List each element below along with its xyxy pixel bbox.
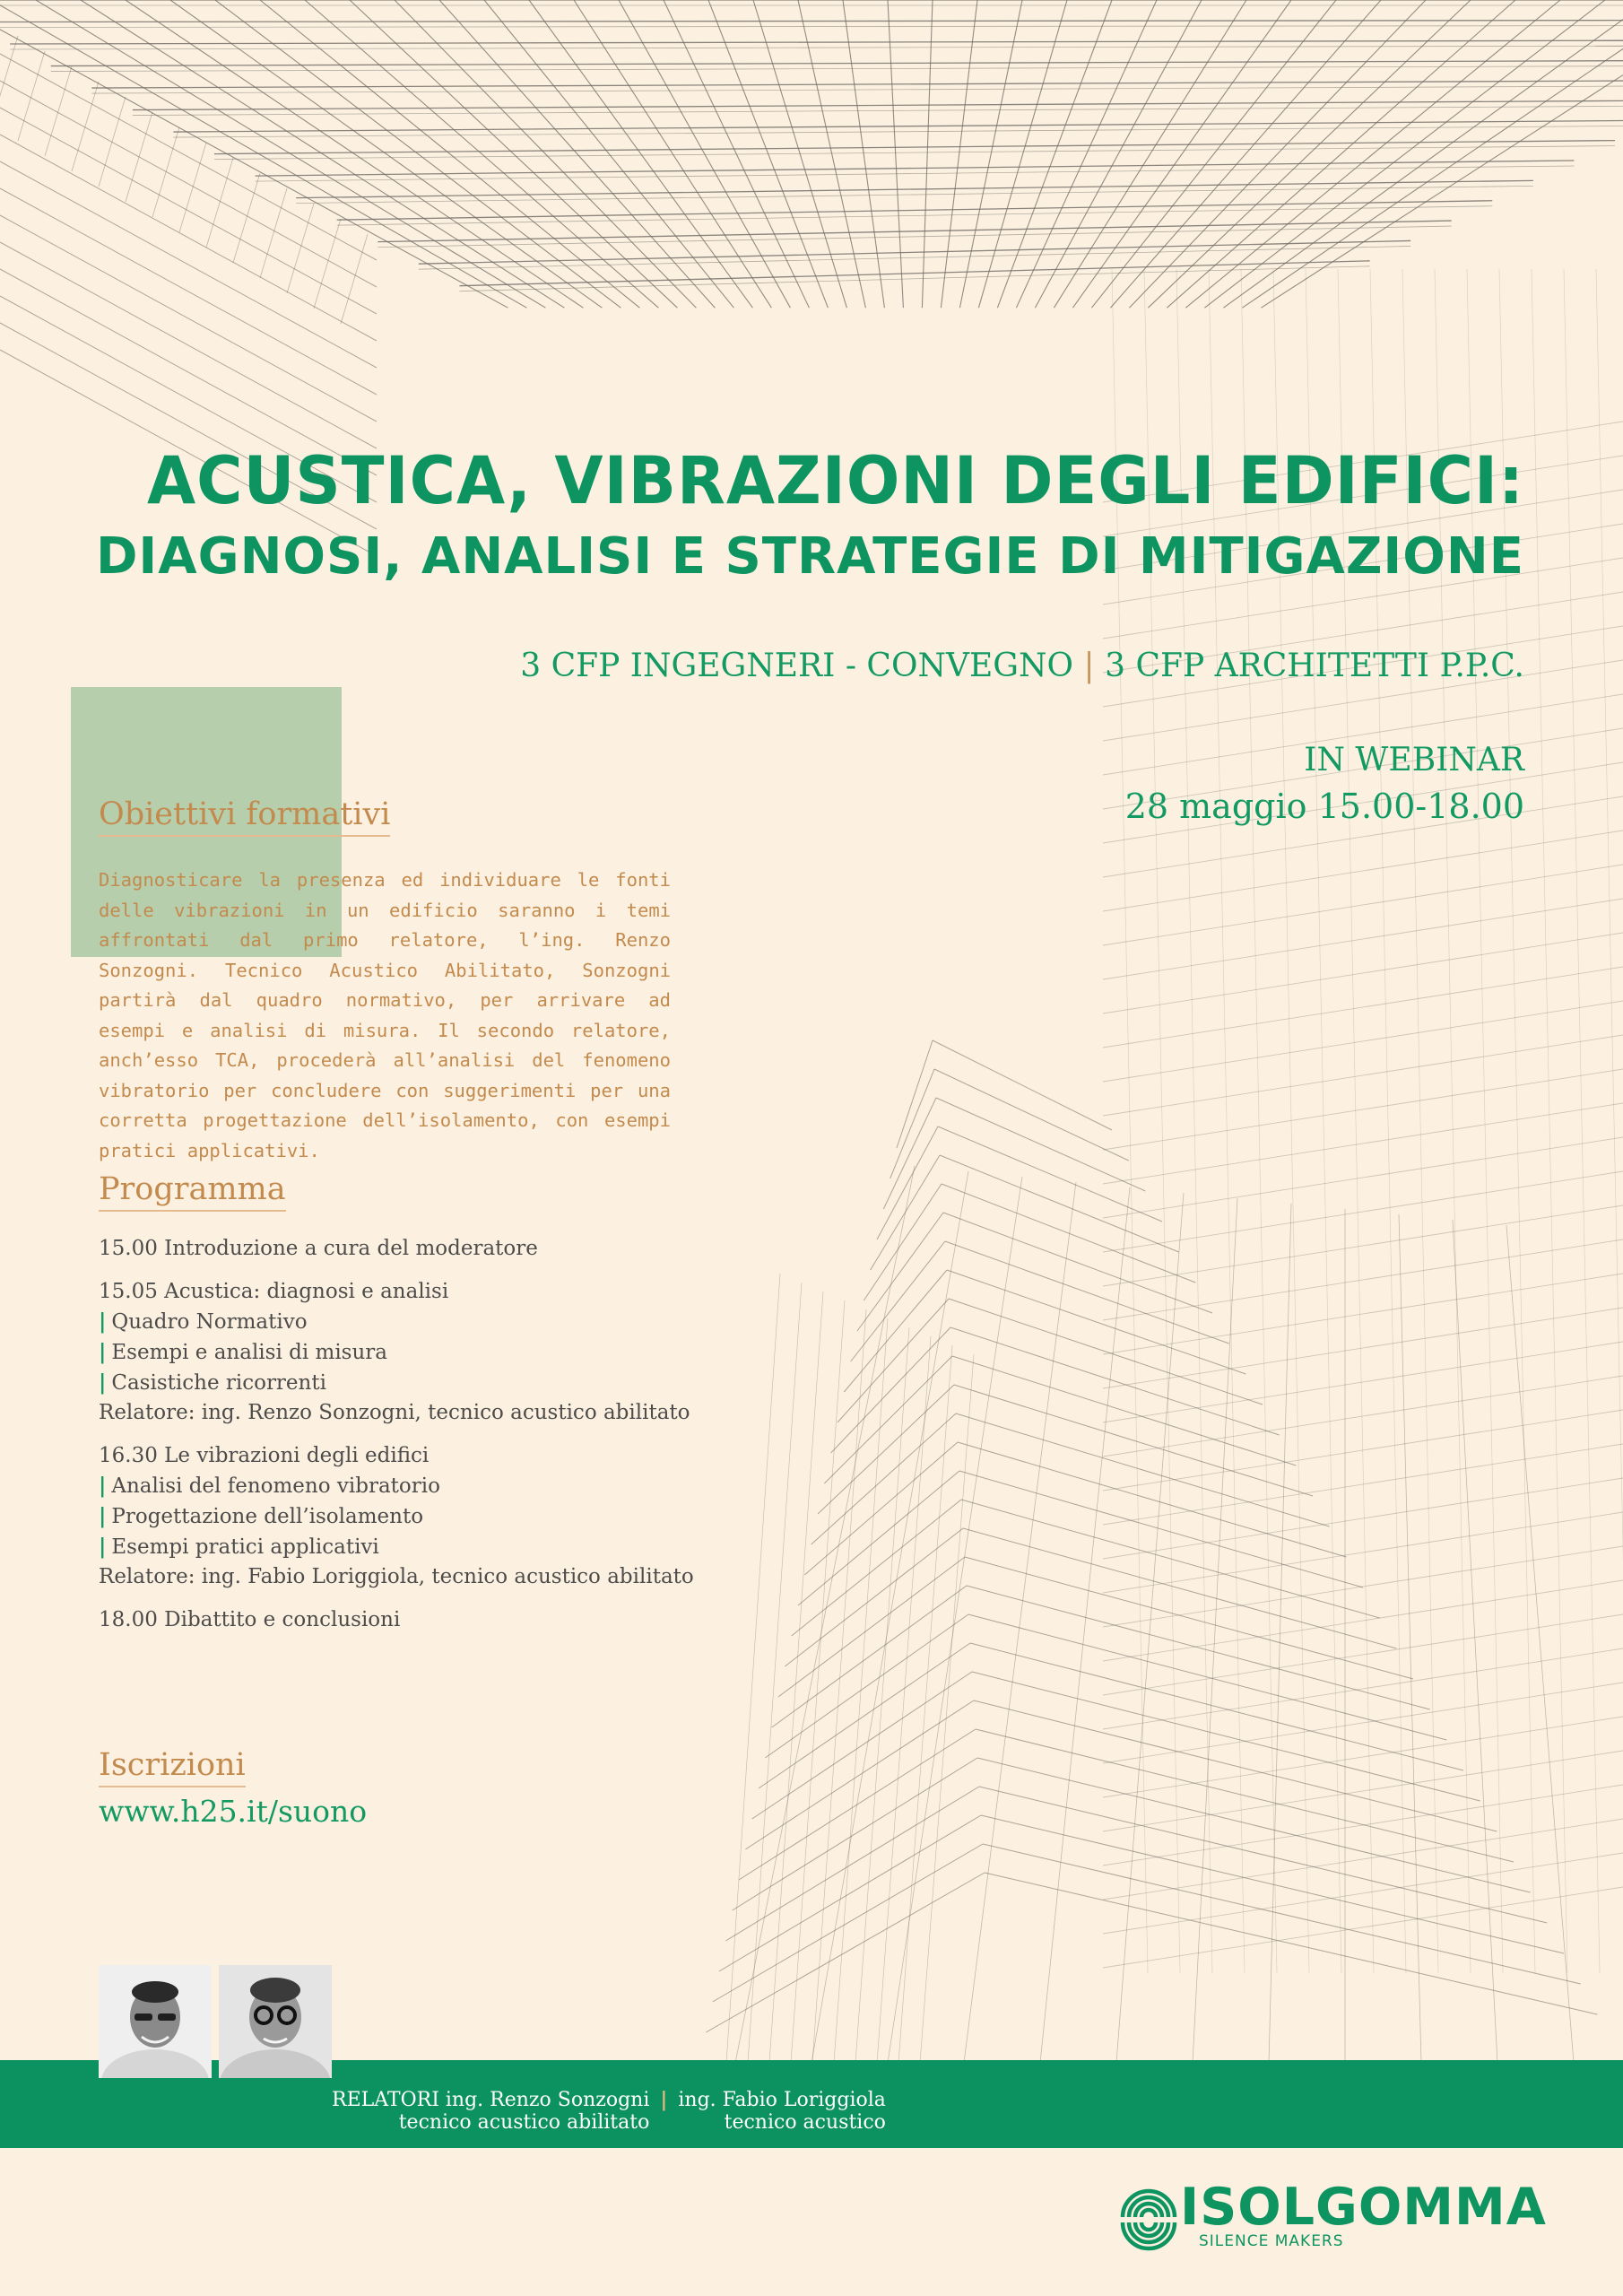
program-subitem-label: Analisi del fenomeno vibratorio — [111, 1474, 440, 1498]
speakers-credits — [332, 2089, 886, 2134]
speakers-label: RELATORI — [332, 2089, 439, 2111]
bullet-bar: | — [99, 1370, 107, 1395]
registration-heading: Iscrizioni — [99, 1747, 246, 1787]
program-subitem-label: Casistiche ricorrenti — [111, 1371, 326, 1395]
credits-engineers: 3 CFP INGEGNERI - CONVEGNO — [520, 648, 1074, 684]
program-subitem-label: Esempi e analisi di misura — [111, 1341, 387, 1364]
program-heading: Programma — [99, 1171, 286, 1212]
program-subitem-label: Esempi pratici applicativi — [111, 1535, 379, 1559]
program-item-title: 16.30 Le vibrazioni degli edifici — [99, 1444, 430, 1467]
program-subitem-label: Progettazione dell’isolamento — [111, 1505, 424, 1528]
program-item-title: 18.00 Dibattito e conclusioni — [99, 1608, 401, 1631]
brand-tagline: SILENCE MAKERS — [1199, 2232, 1344, 2250]
speaker-2-role: tecnico acustico — [724, 2111, 886, 2134]
speaker-1-role: tecnico acustico abilitato — [398, 2111, 650, 2134]
speakers-separator: | — [660, 2088, 668, 2111]
objectives-text: Diagnosticare la presenza ed individuare le fonti delle vibrazioni in un edificio saranno i temi affrontati dal primo relatore, l’ing. Renzo Sonzogni. Tecnico Acustico Abilitato, Sonzogni partirà dal quadro normativo, per arrivare ad esempi e analisi di misura. Il secondo relatore, anch’esso TCA, procederà all’analisi del fenomeno vibratorio per concludere con suggerimenti per una corretta progettazione dell’isolamento, con esempi pratici applicativi. — [99, 869, 671, 1161]
brand-name: ISOLGOMMA — [1180, 2178, 1547, 2237]
credits-line — [520, 648, 1524, 684]
speaker-1-credit — [332, 2089, 649, 2134]
program-item — [99, 1605, 816, 1635]
program-item-title: 15.05 Acustica: diagnosi e analisi — [99, 1280, 449, 1303]
program-subitem — [99, 1532, 816, 1562]
page-subtitle: DIAGNOSI, ANALISI E STRATEGIE DI MITIGAZIONE — [95, 527, 1524, 586]
event-mode: IN WEBINAR — [1304, 742, 1524, 778]
bullet-bar: | — [99, 1535, 107, 1559]
event-date: 28 maggio 15.00-18.00 — [1124, 787, 1524, 826]
bullet-bar: | — [99, 1504, 107, 1528]
person-portrait-icon — [99, 1965, 212, 2078]
program-subitem-label: Quadro Normativo — [111, 1310, 308, 1334]
program-list — [99, 1234, 816, 1648]
bullet-bar: | — [99, 1309, 107, 1334]
program-speaker: Relatore: ing. Fabio Loriggiola, tecnico acustico abilitato — [99, 1565, 694, 1588]
program-item — [99, 1441, 816, 1592]
speaker-photo-loriggiola — [219, 1965, 332, 2078]
program-item — [99, 1234, 816, 1264]
speaker-1-name: ing. Renzo Sonzogni — [445, 2089, 650, 2111]
speaker-1-line — [332, 2089, 649, 2111]
registration-link[interactable]: www.h25.it/suono — [99, 1794, 368, 1829]
program-subitem — [99, 1307, 816, 1337]
program-item-title: 15.00 Introduzione a cura del moderatore — [99, 1237, 538, 1260]
speaker-photo-sonzogni — [99, 1965, 212, 2078]
credits-separator: | — [1083, 648, 1095, 684]
program-item — [99, 1277, 816, 1428]
speaker-2-name: ing. Fabio Loriggiola — [678, 2089, 886, 2111]
program-subitem — [99, 1501, 816, 1532]
bullet-bar: | — [99, 1474, 107, 1498]
program-subitem — [99, 1471, 816, 1501]
program-subitem — [99, 1368, 816, 1398]
objectives-heading: Obiettivi formativi — [99, 796, 390, 837]
person-portrait-icon — [219, 1965, 332, 2078]
speaker-2-credit — [678, 2089, 886, 2134]
program-speaker: Relatore: ing. Renzo Sonzogni, tecnico acustico abilitato — [99, 1401, 690, 1424]
credits-architects: 3 CFP ARCHITETTI P.P.C. — [1105, 648, 1524, 684]
bullet-bar: | — [99, 1340, 107, 1364]
program-subitem — [99, 1337, 816, 1368]
page-title: ACUSTICA, VIBRAZIONI DEGLI EDIFICI: — [146, 441, 1524, 520]
